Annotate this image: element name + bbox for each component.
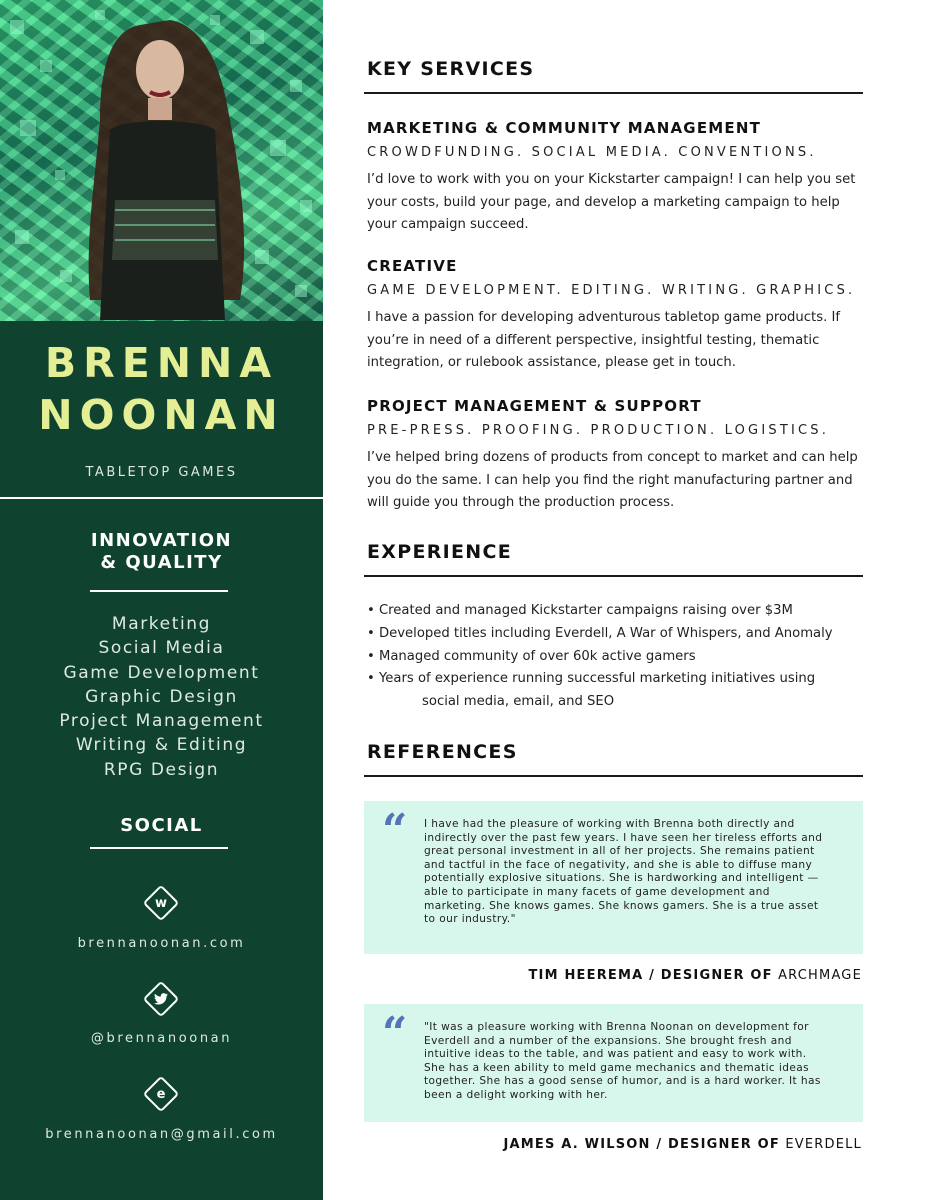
skill-item: Graphic Design	[85, 686, 238, 707]
sidebar	[0, 0, 323, 1200]
skill-item: Social Media	[98, 638, 225, 659]
experience-item	[367, 668, 862, 714]
reference-quote-box	[364, 1004, 863, 1122]
service-body: I’d love to work with you on your Kickstarter campaign! I can help you set your costs, build your page, and develop a marketing campaign to help your campaign succeed.	[367, 172, 856, 232]
service-subtitle: CROWDFUNDING. SOCIAL MEDIA. CONVENTIONS.	[367, 145, 817, 160]
service-body: I’ve helped bring dozens of products from concept to market and can help you do the same. I can help you find the right manufacturing partner and will guide you through the production process.	[367, 450, 858, 510]
references-rule	[364, 775, 863, 777]
experience-item-continuation: social media, email, and SEO	[422, 694, 615, 710]
website-icon[interactable]	[143, 885, 180, 922]
innovation-heading-line1: INNOVATION	[90, 530, 233, 551]
name-block	[0, 321, 323, 497]
reference-attribution	[503, 1137, 862, 1152]
profile-photo	[0, 0, 323, 321]
experience-item: • Developed titles including Everdell, A War of Whispers, and Anomaly	[367, 625, 833, 641]
twitter-handle[interactable]: @brennanoonan	[90, 1031, 233, 1046]
reference-work: EVERDELL	[785, 1137, 862, 1152]
service-subtitle: PRE-PRESS. PROOFING. PRODUCTION. LOGISTICS.	[367, 423, 830, 438]
key-services-rule	[364, 92, 863, 94]
service-title: CREATIVE	[367, 257, 458, 275]
reference-author: JAMES A. WILSON / DESIGNER OF	[503, 1137, 780, 1152]
experience-item-text: • Years of experience running successful marketing initiatives using	[367, 671, 816, 687]
skill-item: Writing & Editing	[75, 735, 248, 756]
sidebar-divider	[0, 497, 323, 499]
reference-quote-box	[364, 801, 863, 954]
reference-work: ARCHMAGE	[778, 968, 862, 983]
service-title: MARKETING & COMMUNITY MANAGEMENT	[367, 119, 762, 137]
website-icon-glyph: w	[154, 895, 167, 911]
first-name: BRENNA	[44, 339, 279, 387]
reference-quote-text: I have had the pleasure of working with Brenna both directly and indirectly over the past few years. I have seen her tireless efforts and great personal investment in all of her projects. She remains patient and tactful in the face of negativity, and she is able to diffuse many potentially explosive situations. She is hardworking and intelligent — able to participate in many facets of game development and marketing. She knows games. She knows gamers. She is a true asset to our industry."	[424, 818, 823, 926]
experience-rule	[364, 575, 863, 577]
skills-list	[0, 612, 323, 782]
service-title: PROJECT MANAGEMENT & SUPPORT	[367, 397, 702, 415]
key-services-heading: KEY SERVICES	[367, 58, 535, 80]
twitter-icon-glyph	[150, 988, 172, 1010]
quote-icon: “	[382, 805, 408, 856]
skill-item: Project Management	[59, 711, 264, 732]
skill-item: Marketing	[111, 614, 212, 634]
service-subtitle: GAME DEVELOPMENT. EDITING. WRITING. GRAPHICS.	[367, 283, 856, 298]
experience-item: • Managed community of over 60k active gamers	[367, 648, 696, 664]
skill-item: RPG Design	[103, 759, 220, 780]
quote-icon: “	[382, 1008, 408, 1059]
skill-item: Game Development	[63, 662, 260, 683]
twitter-icon[interactable]	[143, 981, 180, 1018]
service-body: I have a passion for developing adventurous tabletop game products. If you’re in need of a different perspective, insightful testing, thematic integration, or rulebook assistance, please get in touch.	[367, 310, 840, 370]
experience-heading: EXPERIENCE	[367, 541, 513, 563]
reference-quote-text: "It was a pleasure working with Brenna Noonan on development for Everdell and a number of the expansions. She brought fresh and intuitive ideas to the table, and was patient and easy to work with. She has a keen ability to meld game mechanics and thematic ideas together. She has a good sense of humor, and is a hard worker. It has been a delight working with her.	[424, 1021, 821, 1101]
innovation-rule	[90, 590, 228, 592]
social-heading: SOCIAL	[120, 815, 203, 836]
website-link[interactable]: brennanoonan.com	[77, 936, 246, 951]
email-icon-glyph: e	[156, 1086, 166, 1102]
email-icon[interactable]	[143, 1076, 180, 1113]
last-name: NOONAN	[38, 391, 285, 439]
tagline: TABLETOP GAMES	[85, 465, 238, 480]
innovation-heading-line2: & QUALITY	[100, 552, 223, 573]
email-link[interactable]: brennanoonan@gmail.com	[45, 1127, 278, 1142]
experience-item: • Created and managed Kickstarter campaigns raising over $3M	[367, 603, 793, 618]
social-rule	[90, 847, 228, 849]
reference-attribution	[528, 968, 862, 983]
reference-author: TIM HEEREMA / DESIGNER OF	[528, 968, 773, 983]
references-heading: REFERENCES	[367, 741, 518, 763]
experience-list	[367, 600, 862, 714]
